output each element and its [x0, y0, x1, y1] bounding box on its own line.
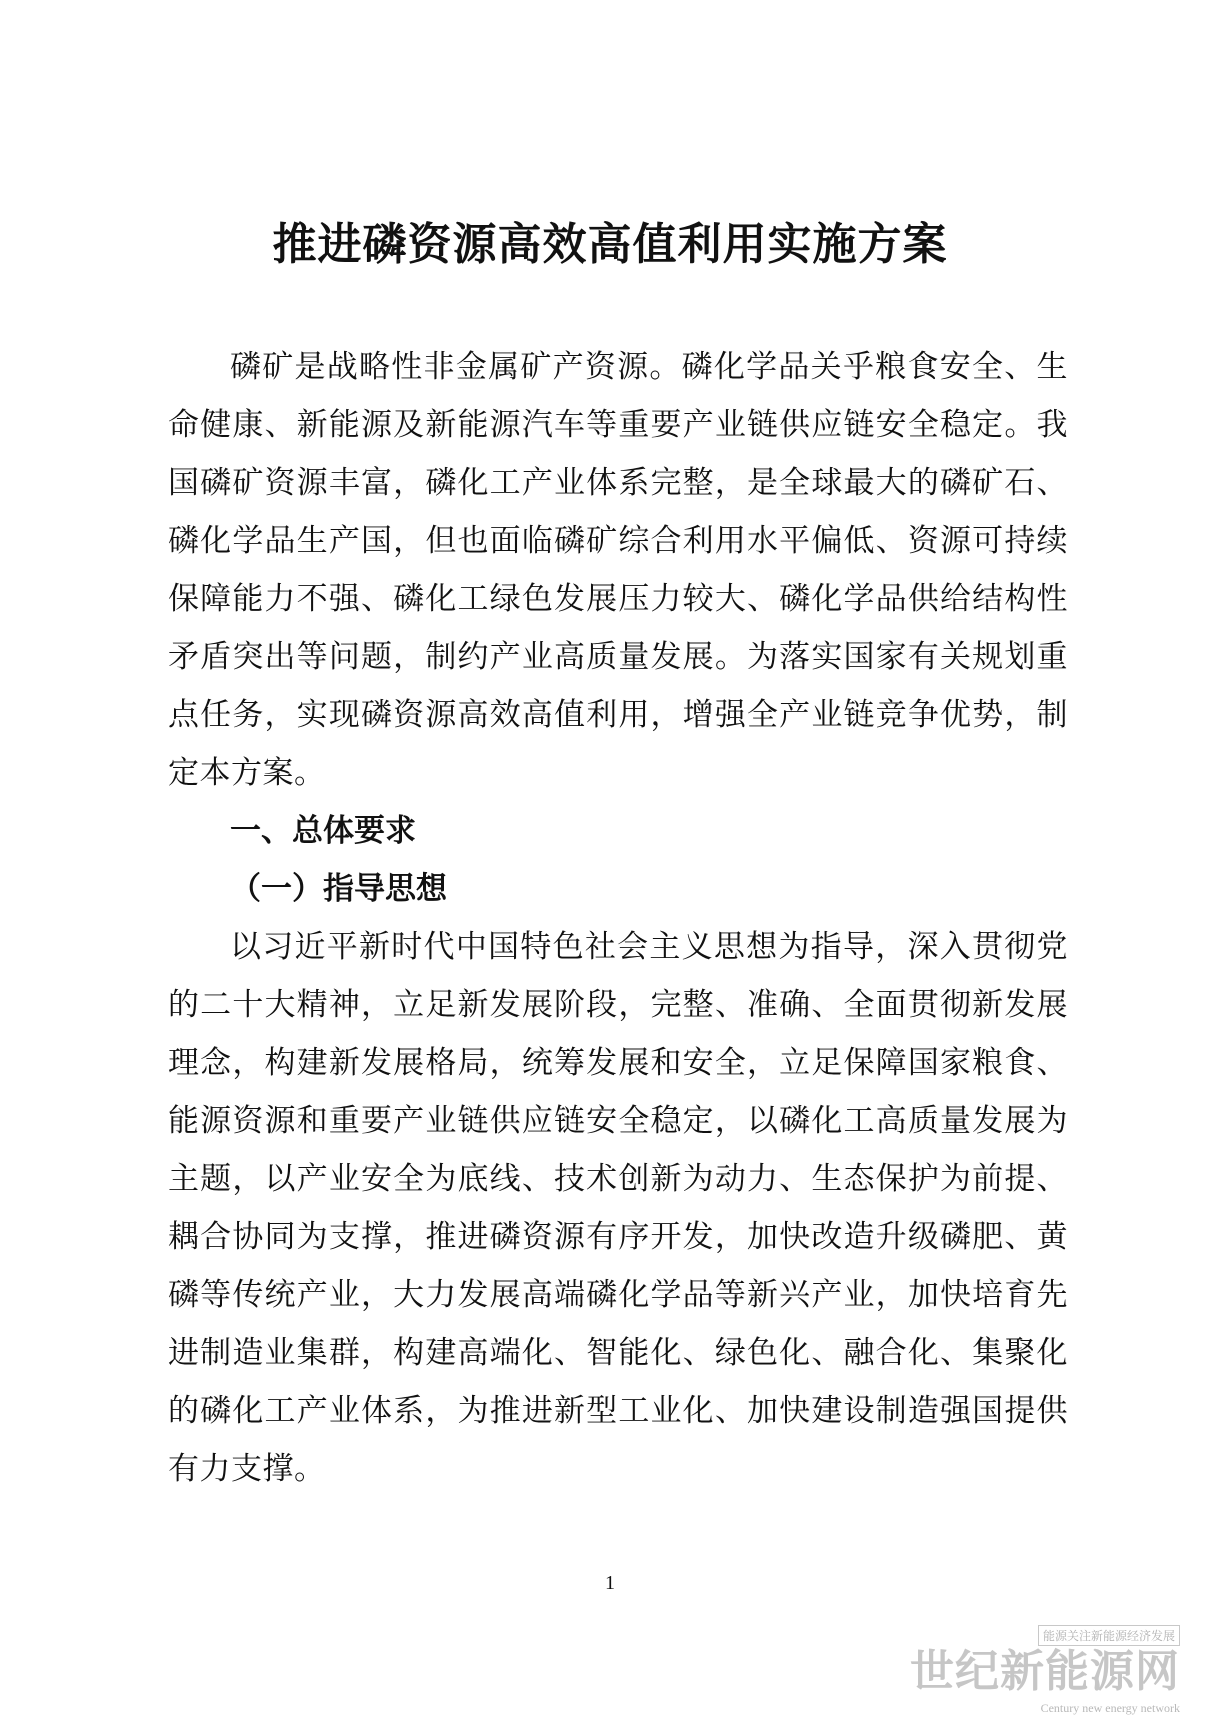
site-watermark	[910, 1625, 1180, 1720]
watermark-site-name: 世纪新能源网	[910, 1646, 1180, 1697]
document-title: 推进磷资源高效高值利用实施方案	[272, 219, 948, 270]
watermark-tagline: 能源关注新能源经济发展	[1038, 1625, 1180, 1646]
page-number: 1	[605, 1572, 615, 1594]
guiding-ideology-paragraph: 以习近平新时代中国特色社会主义思想为指导，深入贯彻党的二十大精神，立足新发展阶段，完整、准确、全面贯彻新发展理念，构建新发展格局，统筹发展和安全，立足保障国家粮食、能源资源和重要产业链供应链安全稳定，以磷化工高质量发展为主题，以产业安全为底线、技术创新为动力、生态保护为前提、耦合协同为支撑，推进磷资源有序开发，加快改造升级磷肥、黄磷等传统产业，大力发展高端磷化学品等新兴产业，加快培育先进制造业集群，构建高端化、智能化、绿色化、融合化、集聚化的磷化工产业体系，为推进新型工业化、加快建设制造强国提供有力支撑。	[168, 929, 1068, 1487]
intro-paragraph: 磷矿是战略性非金属矿产资源。磷化学品关乎粮食安全、生命健康、新能源及新能源汽车等重要产业链供应链安全稳定。我国磷矿资源丰富，磷化工产业体系完整，是全球最大的磷矿石、磷化学品生产国，但也面临磷矿综合利用水平偏低、资源可持续保障能力不强、磷化工绿色发展压力较大、磷化学品供给结构性矛盾突出等问题，制约产业高质量发展。为落实国家有关规划重点任务，实现磷资源高效高值利用，增强全产业链竞争优势，制定本方案。	[168, 349, 1068, 791]
section-heading-general-requirements: 一、总体要求	[230, 813, 416, 849]
watermark-english-name: Century new energy network	[1040, 1701, 1180, 1715]
subsection-heading-guiding-ideology: （一）指导思想	[230, 871, 447, 907]
